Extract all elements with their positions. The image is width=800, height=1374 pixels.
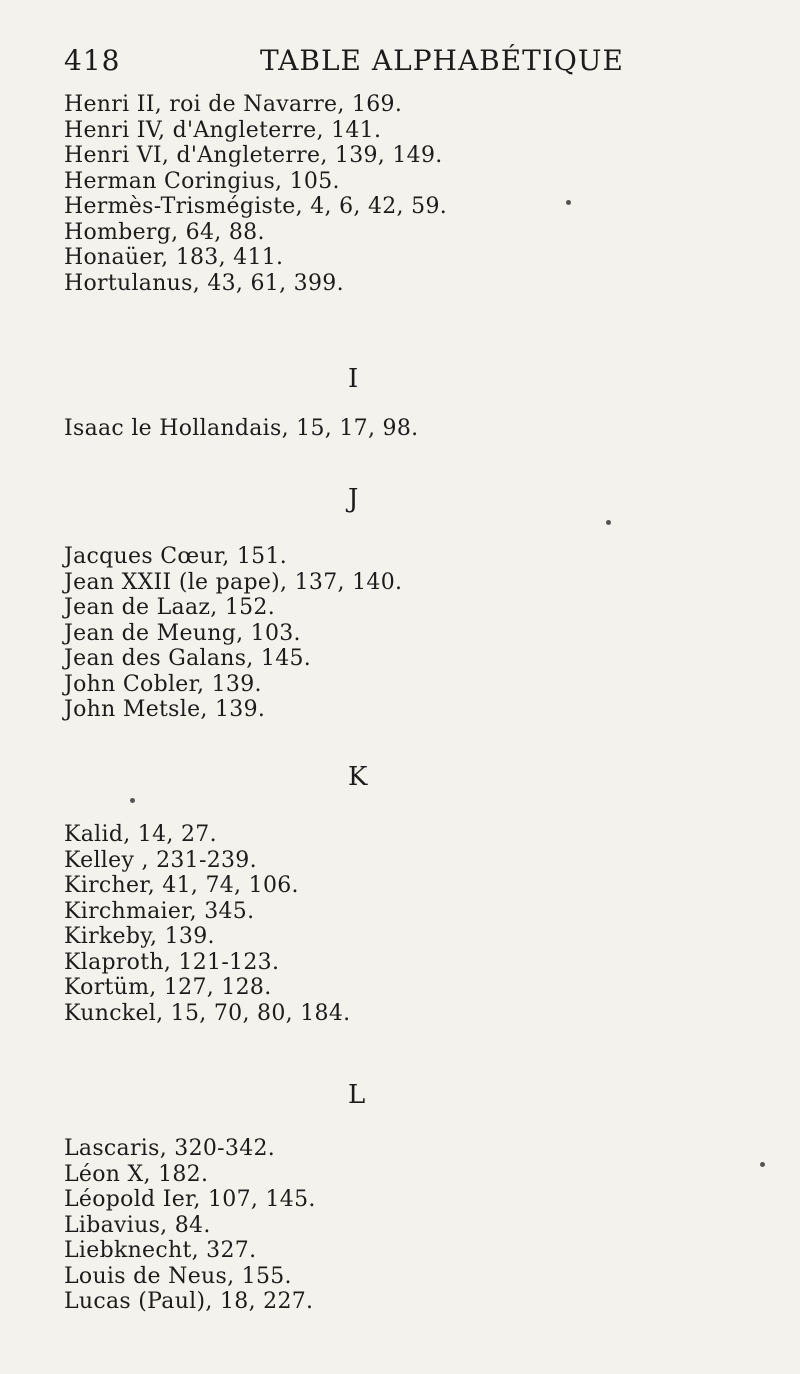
index-section-k (64, 822, 764, 1026)
index-entry: Kalid, 14, 27. (64, 822, 217, 847)
section-letter-j: J (348, 484, 359, 514)
index-entry: Hermès-Trismégiste, 4, 6, 42, 59. (64, 194, 448, 219)
index-entry: Liebknecht, 327. (64, 1238, 257, 1263)
index-entry: Homberg, 64, 88. (64, 219, 265, 245)
index-entry: Léon X, 182. (64, 1161, 209, 1187)
section-letter-k: K (348, 762, 368, 792)
index-entry: Lucas (Paul), 18, 227. (64, 1289, 314, 1314)
index-entry: Jacques Cœur, 151. (64, 544, 288, 569)
index-entry: Henri VI, d'Angleterre, 139, 149. (64, 143, 443, 168)
index-entry: Kunckel, 15, 70, 80, 184. (64, 1000, 351, 1026)
section-letter-l: L (348, 1080, 366, 1110)
index-entry: Kirchmaier, 345. (64, 898, 255, 924)
index-entry: John Metsle, 139. (64, 697, 266, 722)
index-entry: Honaüer, 183, 411. (64, 245, 284, 270)
paper-speck (606, 520, 611, 525)
index-section-h (64, 92, 764, 296)
index-entry: Henri II, roi de Navarre, 169. (64, 92, 403, 117)
index-entry: Kelley , 231-239. (64, 847, 257, 873)
index-entry: John Cobler, 139. (64, 671, 262, 697)
index-entry: Jean XXII (le pape), 137, 140. (64, 569, 403, 595)
index-entry: Kircher, 41, 74, 106. (64, 873, 299, 898)
index-entry: Isaac le Hollandais, 15, 17, 98. (64, 416, 419, 441)
index-entry: Jean des Galans, 145. (64, 646, 312, 671)
index-entry: Jean de Laaz, 152. (64, 595, 276, 620)
paper-speck (760, 1162, 765, 1167)
index-section-l (64, 1136, 764, 1315)
index-entry: Klaproth, 121-123. (64, 949, 280, 975)
page-number: 418 (64, 44, 121, 77)
index-entry: Kirkeby, 139. (64, 924, 215, 949)
index-entry: Louis de Neus, 155. (64, 1263, 292, 1289)
index-entry: Henri IV, d'Angleterre, 141. (64, 117, 382, 143)
index-entry: Kortüm, 127, 128. (64, 975, 272, 1000)
index-entry: Lascaris, 320-342. (64, 1136, 276, 1161)
index-entry: Hortulanus, 43, 61, 399. (64, 270, 344, 296)
index-section-j (64, 544, 764, 723)
running-title: TABLE ALPHABÉTIQUE (260, 44, 624, 77)
paper-speck (566, 200, 571, 205)
page-header (64, 44, 624, 84)
index-entry: Jean de Meung, 103. (64, 620, 301, 646)
paper-speck (130, 798, 135, 803)
index-entry: Léopold Ier, 107, 145. (64, 1187, 316, 1212)
section-letter-i: I (348, 364, 359, 394)
index-entry: Libavius, 84. (64, 1212, 211, 1238)
index-section-i (64, 416, 764, 442)
index-entry: Herman Coringius, 105. (64, 168, 340, 194)
